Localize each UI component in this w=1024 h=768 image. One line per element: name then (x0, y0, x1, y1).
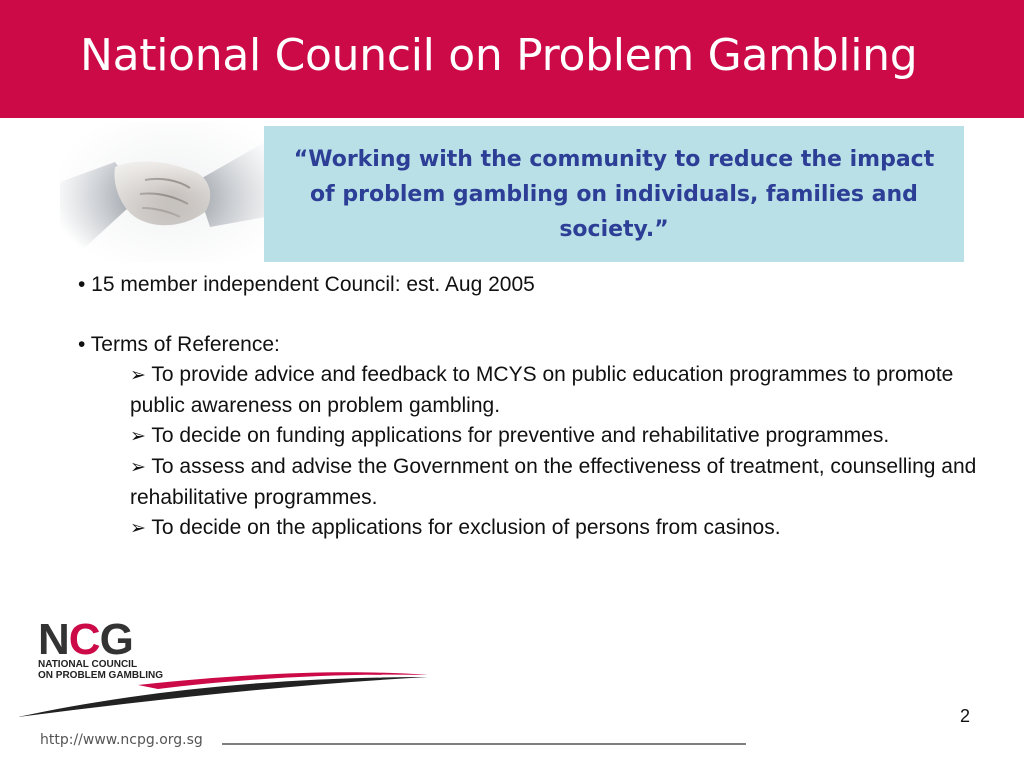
arrow-bullet-icon: ➢ (130, 457, 146, 478)
logo-name (38, 659, 163, 681)
term-item (130, 421, 978, 452)
page-number: 2 (959, 706, 970, 726)
handshake-image (60, 122, 265, 262)
title-bar (0, 0, 1024, 118)
quote-box (264, 126, 964, 262)
slide-content (78, 270, 978, 544)
footer-url[interactable]: http://www.ncpg.org.sg (40, 732, 203, 748)
logo-letter-g: G (99, 615, 133, 664)
term-item (130, 360, 978, 421)
logo-letter-c: C (68, 615, 100, 664)
term-text: To decide on the applications for exclusion of persons from casinos. (151, 516, 781, 539)
logo-line-2: ON PROBLEM GAMBLING (38, 670, 163, 681)
bullet-council: • 15 member independent Council: est. Aug 2005 (78, 273, 535, 296)
mission-quote: “Working with the community to reduce the impact of problem gambling on individuals, families and society.” (293, 146, 935, 242)
footer-divider (222, 743, 746, 745)
term-text: To assess and advise the Government on the effectiveness of treatment, counselling and rehabilitative programmes. (130, 455, 977, 509)
arrow-bullet-icon: ➢ (130, 365, 146, 386)
ncpg-logo (18, 615, 438, 715)
arrow-bullet-icon: ➢ (130, 518, 146, 539)
bullet-terms: • Terms of Reference: (78, 333, 280, 356)
logo-letters (38, 615, 133, 665)
spacer (78, 300, 978, 330)
term-text: To provide advice and feedback to MCYS on public education programmes to promote public awareness on problem gambling. (130, 363, 954, 417)
logo-letter-n: N (38, 615, 69, 664)
terms-list (78, 360, 978, 544)
term-item (130, 452, 978, 513)
term-item (130, 513, 978, 544)
logo-line-1: NATIONAL COUNCIL (38, 659, 138, 670)
arrow-bullet-icon: ➢ (130, 426, 146, 447)
slide-title: National Council on Problem Gambling (80, 30, 918, 81)
term-text: To decide on funding applications for preventive and rehabilitative programmes. (151, 424, 890, 447)
